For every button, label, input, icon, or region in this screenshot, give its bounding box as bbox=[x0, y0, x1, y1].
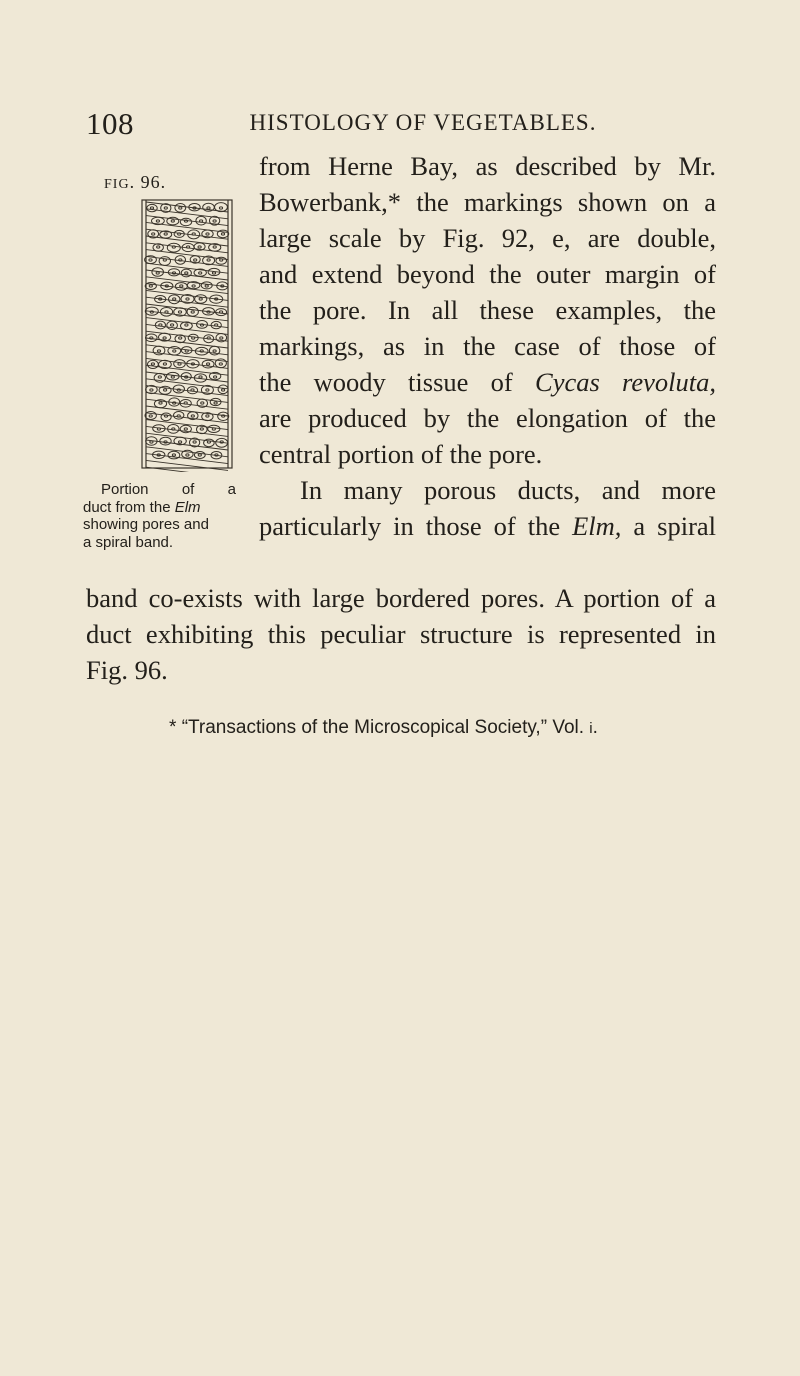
pore-aperture bbox=[213, 246, 216, 248]
figure-label-number: . 96. bbox=[129, 172, 167, 192]
pore-aperture bbox=[171, 220, 174, 222]
p2-line-2-text: particularly in those of the bbox=[259, 511, 561, 541]
footnote-volume: i bbox=[589, 720, 593, 737]
pore-ring bbox=[196, 216, 206, 225]
pore-aperture bbox=[159, 402, 162, 404]
caption-species-name: Elm bbox=[174, 498, 201, 516]
running-head: HISTOLOGY OF VEGETABLES. bbox=[249, 110, 597, 135]
pore-aperture bbox=[207, 259, 210, 261]
pore-aperture bbox=[191, 311, 194, 313]
pore-aperture bbox=[172, 454, 175, 456]
pore-aperture bbox=[201, 402, 204, 404]
pore-aperture bbox=[219, 207, 222, 209]
pore-ring bbox=[155, 321, 165, 329]
pore-ring bbox=[169, 295, 180, 304]
pore-ring bbox=[208, 425, 220, 432]
caption-line-4: a spiral band. bbox=[83, 533, 174, 551]
pore-aperture bbox=[173, 350, 176, 352]
p1-line-7-text: the woody tissue of bbox=[259, 367, 513, 397]
caption-line-2-text: duct from the bbox=[83, 498, 171, 516]
pore-aperture bbox=[163, 337, 166, 339]
pore-aperture bbox=[163, 363, 166, 365]
pore-ring bbox=[187, 307, 198, 316]
pore-ring bbox=[187, 387, 197, 394]
pore-aperture bbox=[151, 363, 154, 365]
pore-aperture bbox=[186, 454, 189, 456]
caption-line-1: Portion of a bbox=[101, 481, 236, 498]
caption-line-3: showing pores and bbox=[83, 516, 209, 533]
p2-line-2 bbox=[259, 508, 716, 544]
pore-aperture bbox=[222, 389, 225, 391]
footnote-text: “Transactions of the Microscopical Society,” Vol. bbox=[181, 717, 585, 738]
elm-duct-illustration bbox=[140, 198, 234, 472]
pore-aperture bbox=[185, 272, 188, 274]
pore-aperture bbox=[149, 259, 152, 261]
elm-species-name: Elm, bbox=[572, 511, 622, 541]
pore-aperture bbox=[198, 454, 201, 456]
p1-line-5: the pore. In all these examples, the bbox=[259, 295, 716, 325]
pore-aperture bbox=[171, 324, 174, 326]
pore-aperture bbox=[205, 285, 208, 287]
pore-aperture bbox=[164, 233, 167, 235]
pore-aperture bbox=[156, 220, 159, 222]
caption-line-2 bbox=[83, 499, 236, 517]
figure-caption bbox=[83, 481, 236, 551]
pore-aperture bbox=[180, 285, 183, 287]
pore-aperture bbox=[186, 298, 189, 300]
pore-aperture bbox=[179, 441, 182, 443]
pore-ring bbox=[175, 283, 187, 291]
pore-aperture bbox=[213, 350, 216, 352]
pore-aperture bbox=[212, 272, 215, 274]
pore-aperture bbox=[164, 389, 167, 391]
p1-line-3: large scale by Fig. 92, e, are double, bbox=[259, 223, 716, 253]
pore-aperture bbox=[178, 363, 181, 365]
p2-line-2-end: a spiral bbox=[633, 511, 717, 541]
p1-line-2: Bowerbank,* the markings shown on a bbox=[259, 187, 716, 217]
cycas-species-name: Cycas revoluta, bbox=[535, 367, 716, 397]
pore-aperture bbox=[199, 376, 202, 378]
pore-aperture bbox=[185, 324, 188, 326]
pore-aperture bbox=[206, 415, 209, 417]
figure-label-prefix: FIG bbox=[104, 177, 130, 192]
pore-aperture bbox=[158, 376, 161, 378]
pore-aperture bbox=[184, 428, 187, 430]
pore-aperture bbox=[206, 233, 209, 235]
pore-aperture bbox=[207, 363, 210, 365]
pore-ring bbox=[175, 204, 186, 213]
pore-aperture bbox=[152, 233, 155, 235]
pore-aperture bbox=[150, 389, 153, 391]
footnote-marker: * bbox=[169, 717, 177, 738]
page-number: 108 bbox=[86, 106, 134, 141]
p2-line-1: In many porous ducts, and more bbox=[300, 475, 716, 505]
pore-aperture bbox=[221, 233, 224, 235]
pore-aperture bbox=[157, 246, 160, 248]
pore-aperture bbox=[164, 207, 167, 209]
pore-aperture bbox=[191, 415, 194, 417]
pore-aperture bbox=[199, 272, 202, 274]
p1-line-7 bbox=[259, 364, 716, 400]
p1-line-8: are produced by the elongation of the bbox=[259, 403, 716, 433]
pore-aperture bbox=[213, 220, 216, 222]
pore-aperture bbox=[157, 350, 160, 352]
p1-line-6: markings, as in the case of those of bbox=[259, 331, 716, 361]
pore-aperture bbox=[149, 285, 152, 287]
footnote-end: . bbox=[592, 717, 598, 738]
pore-aperture bbox=[149, 415, 152, 417]
pore-ring bbox=[174, 360, 186, 368]
pore-aperture bbox=[219, 363, 222, 365]
p2-line-5: Fig. 96. bbox=[86, 655, 168, 685]
paragraph-1 bbox=[259, 148, 716, 544]
pore-aperture bbox=[179, 337, 182, 339]
pore-aperture bbox=[198, 246, 201, 248]
pore-aperture bbox=[156, 272, 159, 274]
pore-aperture bbox=[214, 376, 217, 378]
pore-aperture bbox=[193, 441, 196, 443]
p2-line-3: band co-exists with large bordered pores. A portion of a bbox=[86, 583, 716, 613]
p1-line-4: and extend beyond the outer margin of bbox=[259, 259, 716, 289]
pore-ring bbox=[216, 309, 227, 316]
pore-aperture bbox=[207, 207, 210, 209]
p2-line-4: duct exhibiting this peculiar structure is represented in bbox=[86, 619, 716, 649]
pore-ring bbox=[148, 360, 159, 368]
p1-line-9: central portion of the pore. bbox=[259, 439, 543, 469]
p1-line-1: from Herne Bay, as described by Mr. bbox=[259, 151, 716, 181]
pore-aperture bbox=[206, 389, 209, 391]
pore-aperture bbox=[194, 259, 197, 261]
figure-label bbox=[104, 172, 166, 193]
pore-aperture bbox=[179, 207, 182, 209]
pore-aperture bbox=[178, 311, 181, 313]
pore-aperture bbox=[192, 285, 195, 287]
pore-aperture bbox=[220, 337, 223, 339]
pore-aperture bbox=[200, 428, 203, 430]
pore-ring bbox=[147, 204, 157, 211]
pore-ring bbox=[211, 321, 221, 328]
pore-ring bbox=[195, 295, 207, 304]
pore-aperture bbox=[150, 207, 153, 209]
footnote bbox=[169, 717, 598, 739]
pore-aperture bbox=[199, 298, 202, 300]
pore-aperture bbox=[171, 376, 174, 378]
pore-aperture bbox=[214, 402, 217, 404]
pore-aperture bbox=[173, 298, 176, 300]
pore-ring bbox=[160, 308, 172, 317]
paragraph-2-continued bbox=[86, 580, 716, 688]
